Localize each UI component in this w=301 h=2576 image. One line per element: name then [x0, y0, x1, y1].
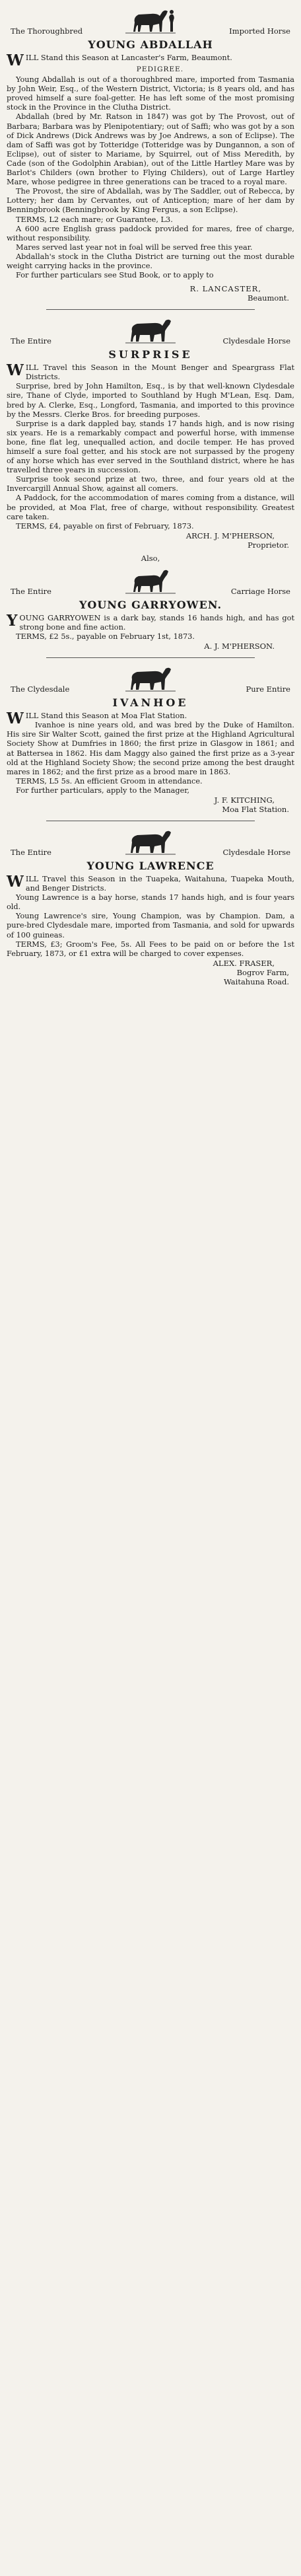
paragraph: Mares served last year not in foal will be served free this year. — [16, 242, 253, 252]
ad-header — [7, 662, 294, 694]
ad-young-abdallah — [7, 4, 294, 303]
ad-header — [7, 825, 294, 857]
signature-name: ALEX. FRASER, — [213, 958, 275, 968]
header-label-left: The Clydesdale — [11, 684, 70, 694]
signature-line: Bogrov Farm, — [236, 967, 289, 977]
newspaper-column — [7, 0, 294, 986]
signature-place: Moa Flat Station. — [222, 804, 289, 814]
paragraph: Young Abdallah is out of a thoroughbred mare, imported from Tasmania by John Weir, Esq., of the Western District, Victoria; is 8 years old, and has proved himself a sure foal-getter. He has left some of the most promising stock in the Province in the Clutha District. — [7, 75, 294, 112]
ad-header — [7, 4, 294, 36]
ad-header — [7, 564, 294, 596]
header-label-left: The Thoroughbred — [11, 26, 83, 36]
ad-intro — [7, 611, 294, 632]
draught-horse-icon — [124, 827, 177, 857]
paragraph: Surprise took second prize at two, three, and four years old at the Invercargill Annual Show, against all comers. — [7, 475, 294, 494]
paragraph: TERMS, L2 each mare; or Guarantee, L3. — [16, 215, 173, 224]
paragraph: Young Lawrence's sire, Young Champion, was by Champion. Dam, a pure-bred Clydesdale mare, imported from Tasmania, and sold for upwards of 100 guineas. — [7, 912, 294, 939]
ad-title: IVANHOE — [112, 696, 189, 710]
ad-young-lawrence — [7, 825, 294, 986]
horse-with-groom-icon — [124, 5, 177, 36]
drop-cap: W — [7, 52, 24, 69]
ad-title: YOUNG GARRYOWEN. — [79, 598, 222, 611]
ad-surprise — [7, 314, 294, 550]
drop-cap: W — [7, 872, 24, 891]
header-label-left: The Entire — [11, 336, 51, 346]
paragraph: Ivanhoe is nine years old, and was bred by the Duke of Hamilton. His sire Sir Walter Scott, gained the first prize at the Highland Agricultural Society Show at Dumfries in 1860; the first prize in Glasgow in 1861; and at Battersea in 1862. His dam Maggy also gained the first prize as a 3-year old at the Highland Society Show; the second prize among the best draught mares in 1862; and the first prize as a brood mare in 1863. — [7, 721, 294, 776]
divider — [46, 309, 255, 310]
signature-name: A. J. M'PHERSON. — [204, 642, 275, 651]
signature-place: Beaumont. — [247, 293, 289, 303]
paragraph: Abdallah (bred by Mr. Ratson in 1847) was got by The Provost, out of Barbara; Barbara was by Plenipotentiary; out of Saffi; who was got by a son of Dick Andrews (Dick Andrews was by Joe Andrews, a son of Eclipse). The dam of Saffi was got by Totteridge (Totteridge was by Dungannon, a son of Eclipse), out of sister to Mariame, by Squirrel, out of Miss Meredith, by Cade (son of the Godolphin Arabian), out of the Little Hartley Mare was by Barlot's Childers (own brother to Flying Childers), out of Large Hartley Mare, whose pedigree in three generations can be traced to a royal mare. — [7, 112, 294, 187]
subheading: PEDIGREE. — [136, 65, 184, 74]
paragraph: TERMS, £4, payable on first of February, 1873. — [16, 521, 194, 531]
ad-young-garryowen — [7, 554, 294, 651]
signature-name: ARCH. J. M'PHERSON, — [185, 531, 275, 540]
drop-cap: Y — [7, 611, 18, 630]
ad-title: YOUNG LAWRENCE — [86, 859, 215, 872]
drop-cap: W — [7, 710, 24, 728]
ad-header — [7, 314, 294, 346]
paragraph: TERMS, L5 5s. An efficient Groom in attendance. — [16, 776, 203, 786]
divider — [46, 657, 255, 658]
signature-role: Proprietor. — [248, 540, 289, 550]
intro-text: ILL Travel this Season in the Mount Benger and Speargrass Flat Districts. — [25, 363, 294, 382]
header-label-right: Imported Horse — [229, 26, 290, 36]
paragraph: A Paddock, for the accommodation of mares coming from a distance, will be provided, at Moa Flat, free of charge, without responsibility. Greatest care taken. — [7, 494, 294, 521]
signature-name: R. LANCASTER, — [189, 284, 261, 294]
header-label-right: Clydesdale Horse — [222, 847, 290, 857]
intro-text: ILL Stand this Season at Lancaster's Farm, Beaumont. — [25, 54, 232, 62]
draught-horse-icon — [124, 315, 177, 346]
header-label-right: Clydesdale Horse — [222, 336, 290, 346]
paragraph: The Provost, the sire of Abdallah, was by The Saddler, out of Rebecca, by Lottery; her dam by Cervantes, out of Antiception; mare of her dam by Benningbrook (Benningbrook by King Fergus, a son Eclipse). — [7, 187, 294, 215]
paragraph: Young Lawrence is a bay horse, stands 17 hands high, and is four years old. — [7, 893, 294, 912]
intro-text: OUNG GARRYOWEN is a dark bay, stands 16 hands high, and has got strong bone and fine action. — [19, 613, 294, 632]
terms: TERMS, £2 5s., payable on February 1st, 1873. — [16, 632, 195, 642]
header-label-left: The Entire — [11, 586, 51, 596]
paragraph: For further particulars see Stud Book, or to apply to — [16, 271, 214, 280]
paragraph: A 600 acre English grass paddock provided for mares, free of charge, without responsibility. — [7, 224, 294, 242]
header-label-left: The Entire — [11, 847, 51, 857]
intro-text: ILL Stand this Season at Moa Flat Station. — [25, 712, 187, 721]
drop-cap: W — [7, 361, 24, 380]
intro-text: ILL Travel this Season in the Tuapeka, Waitahuna, Tuapeka Mouth, and Benger Districts. — [25, 874, 294, 893]
signature-name: J. F. KITCHING, — [214, 795, 275, 805]
ad-intro — [7, 872, 294, 893]
ad-title: YOUNG ABDALLAH — [88, 38, 213, 51]
paragraph: Abdallah's stock in the Clutha District are turning out the most durable weight carrying hacks in the province. — [7, 252, 294, 270]
header-label-right: Carriage Horse — [230, 586, 290, 596]
paragraph: Surprise, bred by John Hamilton, Esq., is by that well-known Clydesdale sire, Thane of Clyde, imported to Southland by Hugh M'Lean, Esq. Dam, bred by A. Clerke, Esq., Longford, Tasmania, and imported to this province by the Messrs. Clerke Bros. for breeding purposes. — [7, 382, 294, 419]
ad-intro — [7, 363, 294, 382]
also-label: Also, — [141, 553, 160, 563]
ad-title: SURPRISE — [108, 348, 193, 361]
ad-ivanhoe — [7, 662, 294, 814]
ad-intro — [7, 710, 294, 728]
draught-horse-icon — [124, 663, 177, 694]
signature-line: Waitahuna Road. — [223, 976, 289, 986]
ad-intro — [7, 52, 294, 69]
paragraph: Surprise is a dark dappled bay, stands 17 hands high, and is now rising six years. He is a remarkably compact and powerful horse, with immense bone, fine flat leg, unequalled action, and docile temper. He has proved himself a sure foal getter, and his stock are not surpassed by the progeny of any horse which has ever served in the Southland district, where he has travelled three years in succession. — [7, 419, 294, 475]
paragraph: TERMS, £3; Groom's Fee, 5s. All Fees to be paid on or before the 1st February, 1873, or £1 extra will be charged to cover expenses. — [7, 939, 294, 958]
paragraph: For further particulars, apply to the Manager, — [16, 786, 189, 795]
header-label-right: Pure Entire — [246, 684, 290, 694]
carriage-horse-icon — [124, 566, 177, 596]
